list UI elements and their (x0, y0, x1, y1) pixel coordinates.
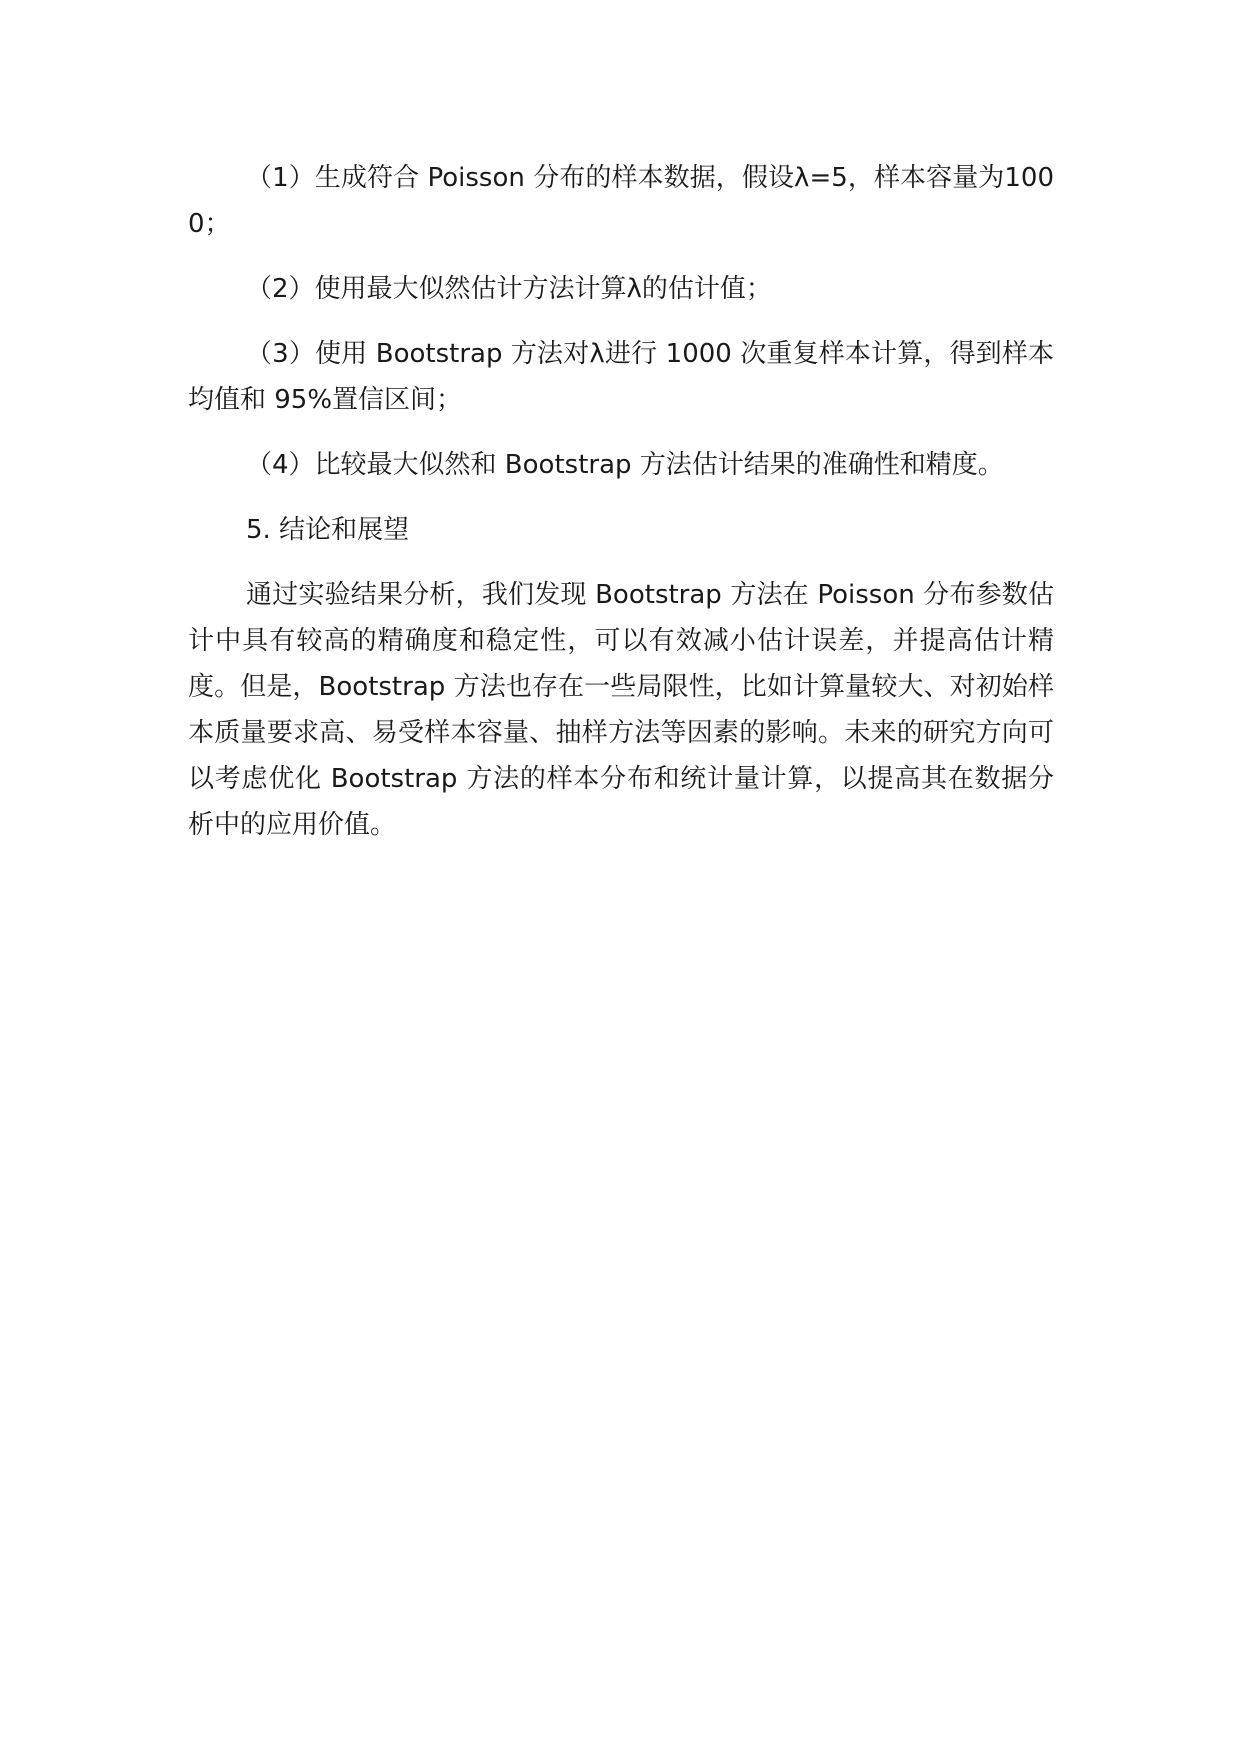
list-item-4: （4）比较最大似然和 Bootstrap 方法估计结果的准确性和精度。 (246, 450, 1004, 480)
list-item-1: （1）生成符合 Poisson 分布的样本数据，假设λ=5，样本容量为1000； (188, 163, 1054, 239)
list-item-3: （3）使用 Bootstrap 方法对λ进行 1000 次重复样本计算，得到样本均值和 95%置信区间； (188, 339, 1054, 415)
conclusion-paragraph: 通过实验结果分析，我们发现 Bootstrap 方法在 Poisson 分布参数估计中具有较高的精确度和稳定性，可以有效减小估计误差，并提高估计精度。但是，Bootstrap 方法也存在一些局限性，比如计算量较大、对初始样本质量要求高、易受样本容量、抽样方法等因素的影响。未来的研究方向可以考虑优化 Bootstrap 方法的样本分布和统计量计算，以提高其在数据分析中的应用价值。 (188, 580, 1054, 840)
list-item-2: （2）使用最大似然估计方法计算λ的估计值； (246, 274, 772, 304)
document-body (188, 155, 1054, 867)
section-heading: 5. 结论和展望 (246, 515, 410, 545)
